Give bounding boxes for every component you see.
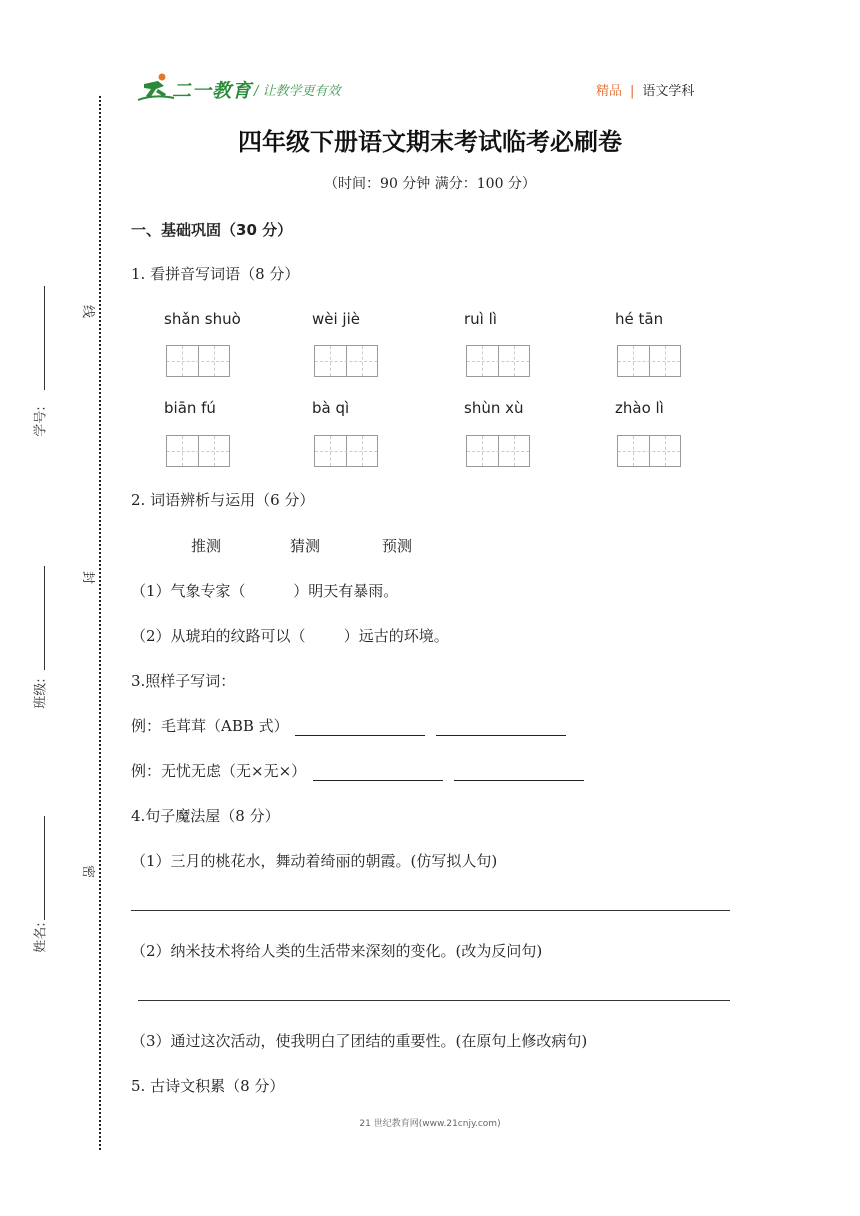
tag-separator: | — [630, 84, 635, 99]
pinyin-1: shǎn shuò — [164, 310, 241, 328]
question-1-label: 1. 看拼音写词语（8 分） — [131, 265, 300, 283]
class-label: 班级: — [33, 678, 49, 709]
char-box-1[interactable] — [166, 345, 230, 377]
binding-word-secret: 密 — [80, 864, 96, 879]
section-heading: 一、基础巩固（30 分） — [131, 221, 293, 239]
pinyin-8: zhào lì — [615, 399, 664, 417]
pinyin-7: shùn xù — [464, 399, 524, 417]
pinyin-3: ruì lì — [464, 310, 497, 328]
pinyin-6: bà qì — [312, 399, 350, 417]
option-word-2: 猜测 — [290, 537, 321, 555]
logo-text: 二一教育 — [172, 80, 253, 102]
student-id-label: 学号: — [33, 406, 49, 437]
answer-blank-2[interactable] — [436, 719, 566, 736]
example-2-text: 例：无忧无虑（无×无×） — [131, 762, 307, 780]
slogan: / 让教学更有效 — [254, 84, 341, 99]
answer-blank-4[interactable] — [454, 764, 584, 781]
question-3-example-2 — [131, 760, 584, 781]
question-4-label: 4.句子魔法屋（8 分） — [131, 807, 280, 825]
question-2-label: 2. 词语辨析与运用（6 分） — [131, 491, 315, 509]
char-box-7[interactable] — [466, 435, 530, 467]
char-box-2[interactable] — [314, 345, 378, 377]
subject-tag: 语文学科 — [642, 84, 695, 99]
logo-runner-icon — [136, 72, 176, 102]
question-3-example-1 — [131, 715, 566, 736]
quality-tag: 精品 — [596, 84, 623, 99]
question-4-sentence-2: （2）纳米技术将给人类的生活带来深刻的变化。(改为反问句) — [131, 942, 543, 960]
binding-word-line: 线 — [80, 304, 96, 319]
binding-word-seal: 封 — [80, 570, 96, 585]
option-word-1: 推测 — [191, 537, 222, 555]
char-box-4[interactable] — [617, 345, 681, 377]
pinyin-4: hé tān — [615, 310, 664, 328]
pinyin-5: biān fú — [164, 399, 216, 417]
pinyin-2: wèi jiè — [312, 310, 360, 328]
student-id-line[interactable] — [44, 286, 45, 390]
class-line[interactable] — [44, 566, 45, 670]
header-tags — [596, 80, 694, 99]
question-5-label: 5. 古诗文积累（8 分） — [131, 1077, 285, 1095]
footer-source: 21 世纪教育网(www.21cnjy.com) — [359, 1119, 501, 1129]
answer-line-2[interactable] — [138, 1000, 730, 1001]
char-box-3[interactable] — [466, 345, 530, 377]
name-label: 姓名: — [33, 922, 49, 953]
char-box-5[interactable] — [166, 435, 230, 467]
example-1-text: 例：毛茸茸（ABB 式） — [131, 717, 289, 735]
option-word-3: 预测 — [382, 537, 413, 555]
question-3-label: 3.照样子写词： — [131, 672, 236, 690]
question-2-sentence-1[interactable]: （1）气象专家（ ）明天有暴雨。 — [131, 582, 399, 600]
question-4-sentence-1: （1）三月的桃花水，舞动着绮丽的朝霞。(仿写拟人句) — [131, 852, 498, 870]
binding-dashed-line — [99, 96, 101, 1150]
name-line[interactable] — [44, 816, 45, 920]
answer-line-1[interactable] — [131, 910, 730, 911]
page-subtitle: （时间：90 分钟 满分：100 分） — [324, 176, 536, 192]
question-4-sentence-3: （3）通过这次活动，使我明白了团结的重要性。(在原句上修改病句) — [131, 1032, 588, 1050]
char-box-6[interactable] — [314, 435, 378, 467]
char-box-8[interactable] — [617, 435, 681, 467]
question-2-sentence-2[interactable]: （2）从琥珀的纹路可以（ ）远古的环境。 — [131, 627, 449, 645]
answer-blank-3[interactable] — [313, 764, 443, 781]
answer-blank-1[interactable] — [295, 719, 425, 736]
page-title: 四年级下册语文期末考试临考必刷卷 — [238, 128, 622, 156]
